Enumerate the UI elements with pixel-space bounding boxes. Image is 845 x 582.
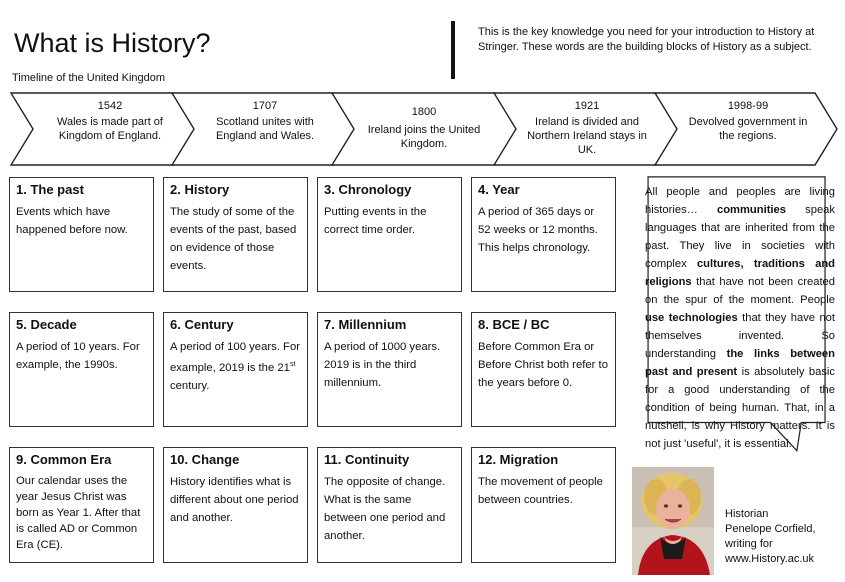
timeline-year: 1921 bbox=[574, 100, 600, 112]
card-body: A period of 10 years. For example, the 1990s. bbox=[16, 341, 140, 371]
historian-credit bbox=[725, 507, 816, 567]
timeline-year: 1800 bbox=[411, 106, 437, 118]
card-title: 3. Chronology bbox=[324, 182, 412, 197]
timeline-item-5 bbox=[688, 99, 808, 143]
timeline-year: 1998-99 bbox=[727, 100, 769, 112]
card-history bbox=[163, 177, 308, 292]
card-body: A period of 1000 years. 2019 is in the third millennium. bbox=[324, 341, 441, 389]
intro-text: This is the key knowledge you need for your introduction to History at Stringer. These words are the building blocks of History as a subject. bbox=[478, 26, 815, 53]
card-bce-bc bbox=[471, 312, 616, 427]
quote-text: All people and peoples are living histories… communities speak languages that are inherited from the past. They live in societies with complex cultures, traditions and religions that have not been created on the spur of the moment. People use technologies that they have not themselves invented. So understanding the links between past and present is absolutely basic for a good understanding of the condition of being human. That, in a nutshell, is why History matters. It is not just 'useful', it is essential. bbox=[645, 186, 835, 450]
historian-portrait bbox=[632, 467, 714, 575]
card-body: Putting events in the correct time order. bbox=[324, 206, 427, 236]
card-migration bbox=[471, 447, 616, 563]
card-body-text: A period of 100 years. For example, 2019 is the 21 bbox=[170, 341, 300, 374]
timeline-caption: Timeline of the United Kingdom bbox=[12, 72, 166, 84]
timeline-event: Ireland is divided and Northern Ireland stays in UK. bbox=[527, 116, 647, 156]
card-title: 2. History bbox=[170, 182, 230, 197]
card-chronology bbox=[317, 177, 462, 292]
card-body: Events which have happened before now. bbox=[16, 206, 128, 236]
card-title: 5. Decade bbox=[16, 317, 77, 332]
card-decade bbox=[9, 312, 154, 427]
credit-line: Historian bbox=[725, 508, 769, 520]
timeline-item-1 bbox=[40, 99, 180, 143]
card-title: 8. BCE / BC bbox=[478, 317, 550, 332]
card-body: History identifies what is different about one period and another. bbox=[170, 476, 299, 524]
card-body bbox=[170, 338, 301, 395]
card-body: The study of some of the events of the past, based on evidence of those events. bbox=[170, 206, 297, 272]
card-continuity bbox=[317, 447, 462, 563]
timeline-event: Ireland joins the United Kingdom. bbox=[367, 124, 481, 150]
timeline-item-2 bbox=[205, 99, 325, 143]
card-body: Our calendar uses the year Jesus Christ was born as Year 1. After that is called AD or Common Era (CE). bbox=[16, 475, 141, 551]
timeline-year: 1707 bbox=[252, 100, 278, 112]
card-the-past bbox=[9, 177, 154, 292]
card-millennium bbox=[317, 312, 462, 427]
credit-line: writing for bbox=[725, 538, 773, 550]
page-title: What is History? bbox=[14, 28, 211, 58]
card-body: The opposite of change. What is the same between one period and another. bbox=[324, 476, 446, 542]
card-century bbox=[163, 312, 308, 427]
credit-line: Penelope Corfield, bbox=[725, 523, 816, 535]
card-title: 11. Continuity bbox=[324, 452, 410, 467]
card-title: 10. Change bbox=[170, 452, 240, 467]
ordinal-suffix: st bbox=[289, 361, 296, 368]
timeline-event: Scotland unites with England and Wales. bbox=[215, 116, 315, 142]
card-change bbox=[163, 447, 308, 563]
card-title: 12. Migration bbox=[478, 452, 559, 467]
timeline-year: 1542 bbox=[97, 100, 123, 112]
timeline-item-3 bbox=[367, 105, 481, 151]
credit-line: www.History.ac.uk bbox=[725, 553, 815, 565]
timeline-item-4 bbox=[527, 99, 647, 157]
card-body: A period of 365 days or 52 weeks or 12 months. This helps chronology. bbox=[478, 206, 598, 254]
card-title: 6. Century bbox=[170, 317, 234, 332]
card-title: 7. Millennium bbox=[324, 317, 407, 332]
card-body-text: century. bbox=[170, 379, 210, 392]
timeline-event: Wales is made part of Kingdom of England. bbox=[57, 116, 163, 142]
card-title: 9. Common Era bbox=[16, 452, 112, 467]
card-common-era bbox=[9, 447, 154, 563]
card-title: 4. Year bbox=[478, 182, 520, 197]
timeline-event: Devolved government in the regions. bbox=[688, 116, 808, 142]
card-body: Before Common Era or Before Christ both refer to the years before 0. bbox=[478, 341, 608, 389]
card-year bbox=[471, 177, 616, 292]
card-body: The movement of people between countries. bbox=[478, 476, 603, 506]
card-title: 1. The past bbox=[16, 182, 84, 197]
